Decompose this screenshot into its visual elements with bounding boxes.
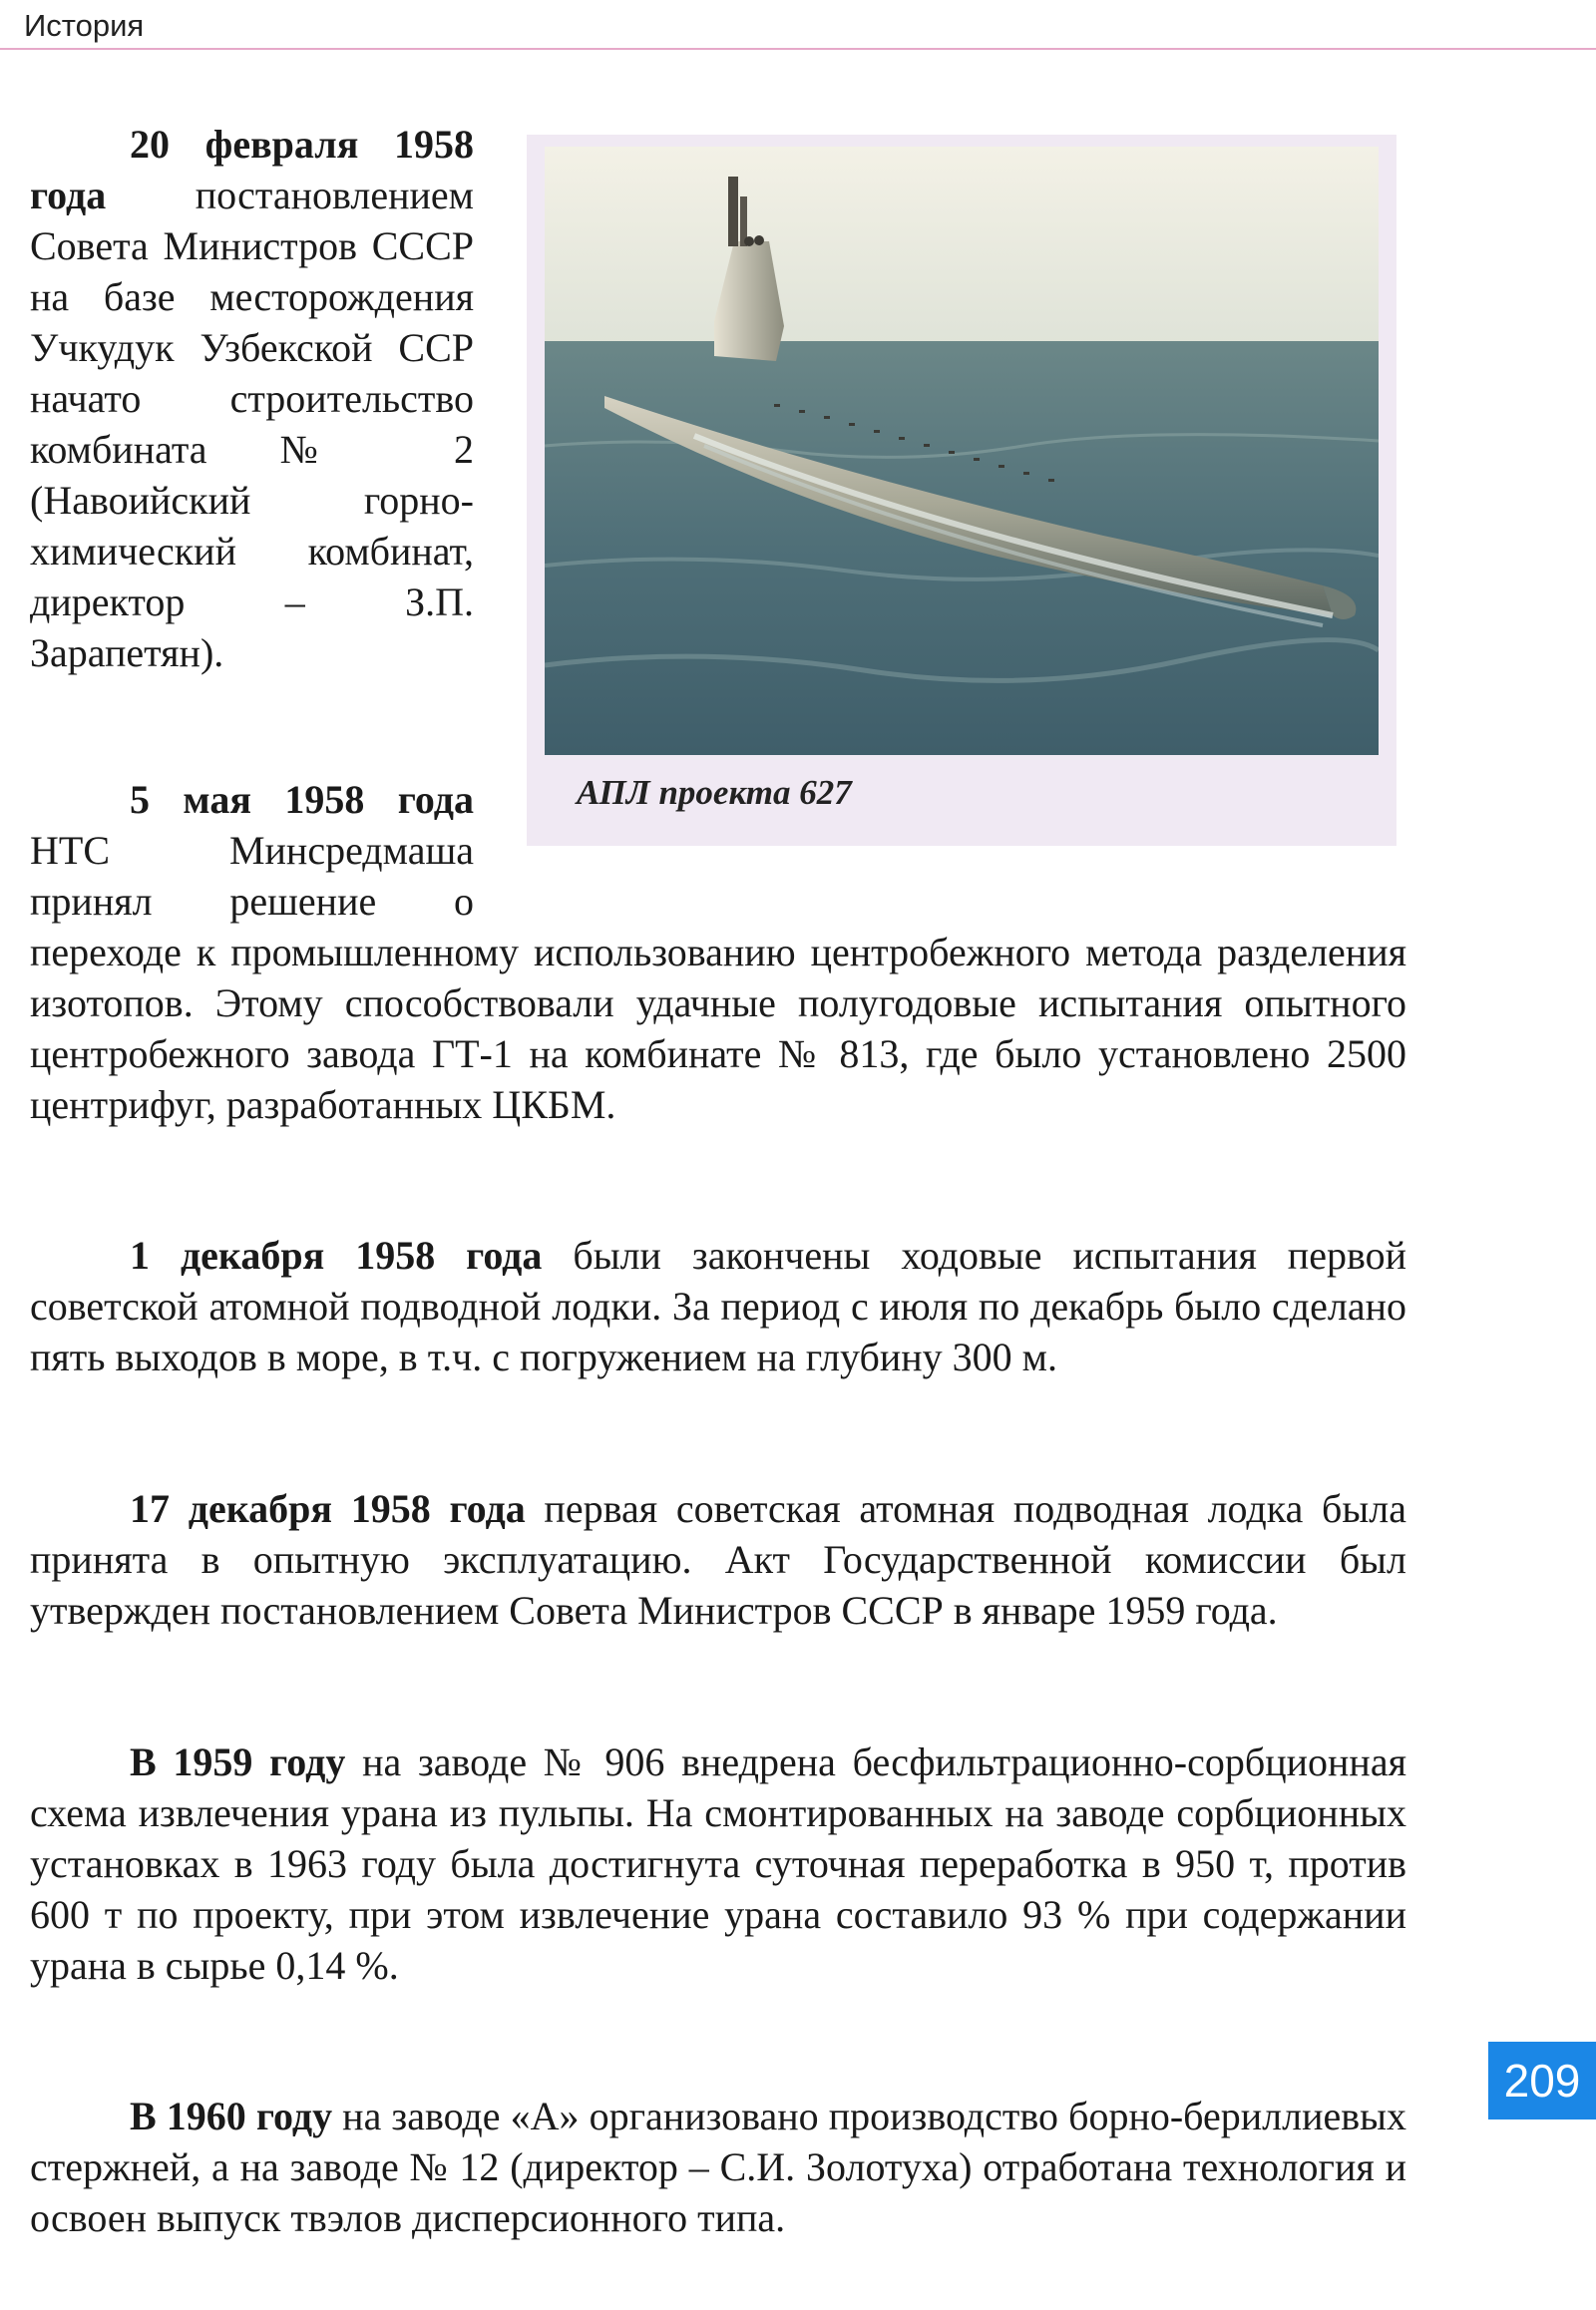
paragraph-1958-may-5 <box>30 774 474 927</box>
paragraph-text: на заводе № 906 внедрена бесфильтрационно-сорбционная схема извлечения урана из пульпы. На смонтированных на заводе сорбционных установках в 1963 году была достигнута суточная переработка в 950 т, против 600 т по проекту, при этом извлечение урана составило 93 % при содержании урана в сырье 0,14 %. <box>30 1739 1406 1988</box>
paragraph-date: В 1960 году <box>130 2094 333 2138</box>
page-number-badge: 209 <box>1488 2042 1596 2119</box>
paragraph-text: НТС Минсредмаша принял решение о <box>30 828 474 924</box>
paragraph-text: первая советская атомная подводная лодка была принята в опытную эксплуатацию. Акт Государственной комиссии был утвержден постановлением Совета Министров СССР в январе 1959 года. <box>30 1486 1406 1633</box>
paragraph-date: 5 мая 1958 года <box>130 777 474 822</box>
paragraph-date: В 1959 году <box>130 1739 346 1784</box>
paragraph-1958-dec-1 <box>30 1230 1406 1382</box>
paragraph-text: были закончены ходовые испытания первой советской атомной подводной лодки. За период с июля по декабрь было сделано пять выходов в море, в т.ч. с погружением на глубину 300 м. <box>30 1233 1406 1379</box>
paragraph-date: 20 февраля 1958 года <box>30 122 474 217</box>
submarine-figure <box>527 135 1396 846</box>
submarine-photo <box>545 147 1379 755</box>
paragraph-date: 17 декабря 1958 года <box>130 1486 526 1531</box>
figure-caption: АПЛ проекта 627 <box>577 773 852 812</box>
paragraph-text: на заводе «А» организовано производство борно-бериллиевых стержней, а на заводе № 12 (директор – С.И. Золотуха) отработана технология и освоен выпуск твэлов дисперсионного типа. <box>30 2094 1406 2240</box>
paragraph-date: 1 декабря 1958 года <box>130 1233 543 1278</box>
paragraph-text: постановлением Совета Министров СССР на базе месторождения Учкудук Узбекской ССР начато строительство комбината № 2 (Навоийский горнохимический комбинат, директор – З.П. Зарапетян). <box>30 173 474 675</box>
paragraph-1958-feb-20 <box>30 119 474 678</box>
section-title: История <box>24 8 145 43</box>
paragraph-1958-may-5-continued: переходе к промышленному использованию центробежного метода разделения изотопов. Этому способствовали удачные полугодовые испытания опытного центробежного завода ГТ-1 на комбинате № 813, где было установлено 2500 центрифуг, разработанных ЦКБМ. <box>30 930 1406 1127</box>
page-header <box>0 0 1596 50</box>
paragraph-1960 <box>30 2091 1406 2243</box>
paragraph-1959 <box>30 1736 1406 1991</box>
paragraph-1958-dec-17 <box>30 1483 1406 1636</box>
